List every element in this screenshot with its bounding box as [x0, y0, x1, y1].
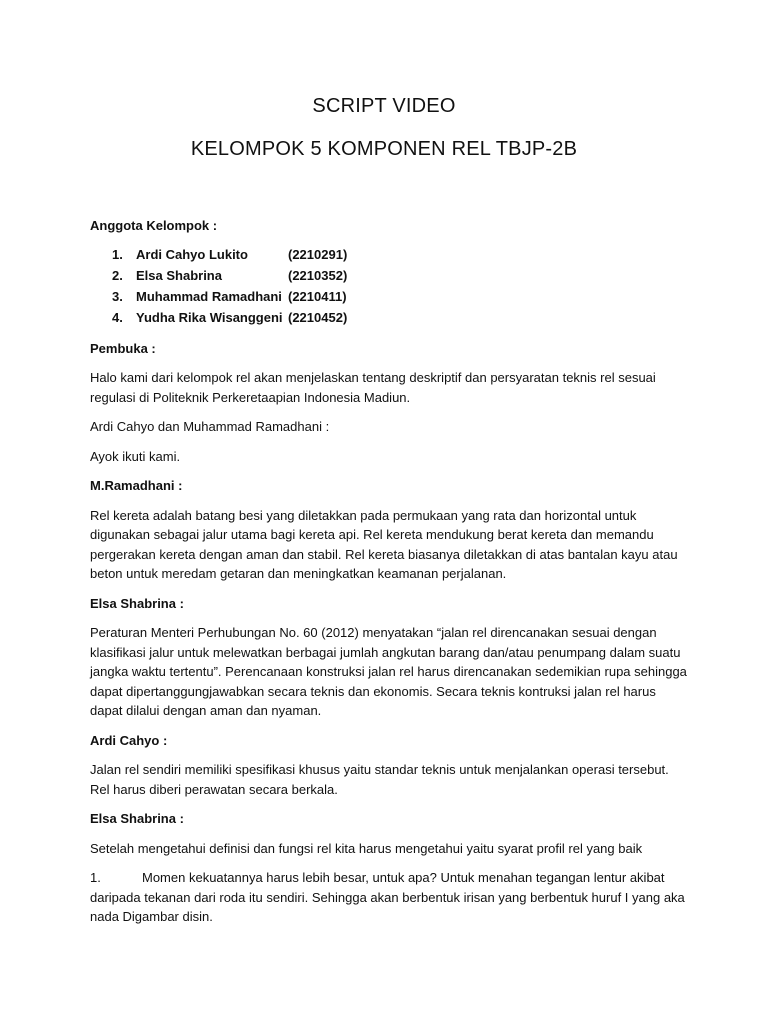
point-number: 1. — [90, 870, 101, 885]
member-number: 1. — [112, 246, 123, 262]
members-heading: Anggota Kelompok : — [90, 218, 218, 233]
paragraph-ardi: Jalan rel sendiri memiliki spesifikasi khusus yaitu standar teknis untuk menjalankan operasi tersebut. Rel harus diberi perawatan secara berkala. — [90, 762, 669, 797]
member-name: Yudha Rika Wisanggeni — [136, 309, 283, 325]
section-heading-elsa-1: Elsa Shabrina : — [90, 595, 184, 611]
member-id: (2210452) — [288, 309, 348, 325]
paragraph-elsa-2: Setelah mengetahui definisi dan fungsi rel kita harus mengetahui yaitu syarat profil rel yang baik — [90, 840, 643, 856]
member-item — [90, 307, 690, 328]
document-body — [90, 216, 690, 927]
member-number: 3. — [112, 288, 123, 304]
paragraph-ramadhani: Rel kereta adalah batang besi yang diletakkan pada permukaan yang rata dan horizontal untuk digunakan sebagai jalur utama bagi kereta api. Rel kereta mendukung berat kereta dan memandu pergerakan kereta dengan aman dan stabil. Rel kereta biasanya diletakkan di atas bantalan kayu atau beton untuk meredam getaran dan meningkatkan keamanan perjalanan. — [90, 507, 678, 581]
paragraph-elsa-1: Peraturan Menteri Perhubungan No. 60 (2012) menyatakan “jalan rel direncanakan sesuai dengan klasifikasi jalur untuk melewatkan berbagai jumlah angkutan barang dan/atau penumpang dalam suatu jangka waktu tertentu”. Perencanaan konstruksi jalan rel harus direncanakan sedemikian rupa sehingga dapat dipertanggungjawabkan secara teknis dan ekonomis. Secara teknis kontruksi jalan rel harus dapat dilalui dengan aman dan nyaman. — [90, 625, 687, 718]
numbered-point — [90, 868, 690, 927]
member-name: Ardi Cahyo Lukito — [136, 246, 248, 262]
section-heading-elsa-2: Elsa Shabrina : — [90, 811, 184, 826]
point-text: Momen kekuatannya harus lebih besar, untuk apa? Untuk menahan tegangan lentur akibat daripada tekanan dari roda itu sendiri. Sehingga akan berbentuk irisan yang berbentuk huruf I yang aka nada Digambar disin. — [90, 870, 685, 924]
member-item — [90, 286, 690, 307]
member-name: Muhammad Ramadhani — [136, 288, 282, 304]
member-item — [90, 265, 690, 286]
section-heading-ardi: Ardi Cahyo : — [90, 732, 168, 748]
paragraph-duo: Ayok ikuti kami. — [90, 448, 181, 464]
member-number: 4. — [112, 309, 123, 325]
members-list — [90, 244, 690, 328]
member-name: Elsa Shabrina — [136, 267, 222, 283]
member-item — [90, 244, 690, 265]
section-heading-pembuka: Pembuka : — [90, 340, 156, 356]
member-id: (2210352) — [288, 267, 348, 283]
member-id: (2210411) — [288, 288, 347, 304]
document-title: SCRIPT VIDEO — [312, 95, 456, 117]
document-subtitle: KELOMPOK 5 KOMPONEN REL TBJP-2B — [190, 138, 578, 160]
member-number: 2. — [112, 267, 123, 283]
member-id: (2210291) — [288, 246, 348, 262]
paragraph-pembuka: Halo kami dari kelompok rel akan menjelaskan tentang deskriptif dan persyaratan teknis rel sesuai regulasi di Politeknik Perkeretaapian Indonesia Madiun. — [90, 370, 656, 405]
speaker-label-duo: Ardi Cahyo dan Muhammad Ramadhani : — [90, 419, 330, 434]
section-heading-ramadhani: M.Ramadhani : — [90, 478, 183, 493]
